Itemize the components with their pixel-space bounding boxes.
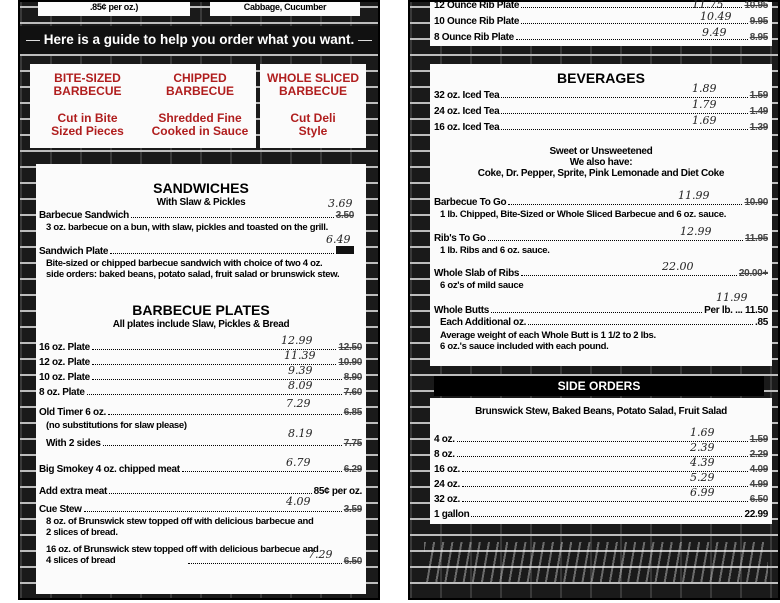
menu-item-side-16oz: 16 oz. 4.09 xyxy=(434,464,768,475)
handwritten-price: 8.09 xyxy=(288,379,313,392)
cue-stew-desc-2: 16 oz. of Brunswick stew topped off with delicious barbecue and 4 slices of bread xyxy=(46,544,319,566)
guide-box-title: CHIPPED BARBECUE xyxy=(165,71,234,98)
top-strip-right xyxy=(210,2,360,16)
handwritten-price: 7.29 xyxy=(308,548,333,561)
beverages-note-2: We also have: xyxy=(569,157,633,168)
handwritten-price: 1.89 xyxy=(692,82,717,95)
handwritten-price: 9.49 xyxy=(702,26,727,39)
item-desc: Bite-sized or chipped barbecue sandwich with choice of two 4 oz. side orders: baked beans, potato salad, fruit salad or brunswick stew. xyxy=(46,258,340,280)
handwritten-price: 4.09 xyxy=(286,495,311,508)
guide-box-desc: Shredded Fine Cooked in Sauce xyxy=(151,111,249,138)
menu-item-side-4oz: 4 oz. 1.59 xyxy=(434,434,768,445)
menu-item-cue-stew-16oz: 6.50 xyxy=(186,556,362,567)
guide-heading-text: Here is a guide to help you order what you want. xyxy=(43,32,355,47)
menu-item-side-32oz: 32 oz. 6.50 xyxy=(434,494,768,505)
price-scribble xyxy=(336,246,354,254)
item-price: 3.50 xyxy=(335,210,354,221)
menu-item-10oz-plate: 10 oz. Plate 8.90 xyxy=(39,372,362,383)
top-strip-right-text: Cabbage, Cucumber xyxy=(243,2,327,12)
guide-box-desc: Cut in Bite Sized Pieces xyxy=(51,111,124,138)
beverages-note-1: Sweet or Unsweetened xyxy=(549,146,653,157)
handwritten-price: 1.69 xyxy=(690,426,715,439)
menu-item-add-extra-meat: Add extra meat 85¢ per oz. xyxy=(39,486,362,497)
barbecue-plates-subtitle: All plates include Slaw, Pickles & Bread xyxy=(112,319,290,330)
item-name: Sandwich Plate xyxy=(39,246,109,257)
menu-item-with-2-sides: With 2 sides 7.75 xyxy=(46,438,362,449)
handwritten-price: 7.29 xyxy=(286,397,311,410)
guide-heading xyxy=(20,26,378,54)
handwritten-price: 11.99 xyxy=(716,291,748,304)
menu-item-side-8oz: 8 oz. 2.29 xyxy=(434,449,768,460)
menu-item-whole-slab: Whole Slab of Ribs 20.00+ xyxy=(434,268,768,279)
menu-item-24oz-tea: 24 oz. Iced Tea 1.49 xyxy=(434,106,768,117)
handwritten-price: 11.75 xyxy=(692,0,724,11)
beverages-card xyxy=(430,64,772,366)
item-desc: 3 oz. barbecue on a bun, with slaw, pickles and toasted on the grill. xyxy=(46,222,328,233)
decorative-scribble xyxy=(424,542,768,582)
menu-item-old-timer: Old Timer 6 oz. 6.85 xyxy=(39,407,362,418)
beverages-title: BEVERAGES xyxy=(557,70,645,86)
menu-item-barbecue-sandwich xyxy=(39,210,354,221)
menu-item-10oz-rib-plate: 10 Ounce Rib Plate 9.95 xyxy=(434,16,768,27)
guide-box-title: BITE-SIZED BARBECUE xyxy=(53,71,122,98)
guide-box-bite-sized xyxy=(30,64,145,148)
side-orders-card xyxy=(430,398,772,524)
handwritten-price: 3.69 xyxy=(328,197,353,210)
handwritten-price: 5.29 xyxy=(690,471,715,484)
handwritten-price: 12.99 xyxy=(680,225,712,238)
item-name: Barbecue Sandwich xyxy=(39,210,129,221)
menu-item-16oz-plate: 16 oz. Plate 12.50 xyxy=(39,342,362,353)
handwritten-price: 6.79 xyxy=(286,456,311,469)
side-orders-subtitle: Brunswick Stew, Baked Beans, Potato Salad, Fruit Salad xyxy=(475,406,727,417)
handwritten-price: 8.19 xyxy=(288,427,313,440)
handwritten-price: 12.99 xyxy=(281,334,313,347)
to-go-desc: 6 oz's of mild sauce xyxy=(440,280,524,291)
menu-item-side-1-gallon: 1 gallon 22.99 xyxy=(434,509,768,520)
guide-box-whole-sliced xyxy=(260,64,366,148)
menu-item-each-additional: Each Additional oz. .85 xyxy=(440,317,768,328)
menu-item-ribs-to-go: Rib's To Go 11.95 xyxy=(434,233,768,244)
menu-item-12oz-plate: 12 oz. Plate 10.90 xyxy=(39,357,362,368)
top-strip-left-text: .85¢ per oz.) xyxy=(89,2,139,12)
handwritten-price: 11.99 xyxy=(678,189,710,202)
rib-plates-card xyxy=(430,2,772,46)
cue-stew-desc: 8 oz. of Brunswick stew topped off with delicious barbecue and 2 slices of bread. xyxy=(46,516,314,538)
handwritten-price: 2.39 xyxy=(690,441,715,454)
handwritten-price: 4.39 xyxy=(690,456,715,469)
menu-item-barbecue-to-go: Barbecue To Go 10.90 xyxy=(434,197,768,208)
menu-item-big-smokey: Big Smokey 4 oz. chipped meat 6.29 xyxy=(39,464,362,475)
handwritten-price: 10.49 xyxy=(700,10,732,23)
butt-note-2: 6 oz.'s sauce included with each pound. xyxy=(440,341,609,352)
sandwiches-title: SANDWICHES xyxy=(153,180,249,196)
barbecue-plates-title: BARBECUE PLATES xyxy=(132,302,270,318)
to-go-desc: 1 lb. Chipped, Bite-Sized or Whole Sliced Barbecue and 6 oz. sauce. xyxy=(440,209,727,220)
handwritten-price: 11.39 xyxy=(284,349,316,362)
menu-item-sandwich-plate xyxy=(39,246,354,257)
menu-item-whole-butts: Whole Butts Per lb. ... 11.50 xyxy=(434,305,768,316)
menu-card-left xyxy=(36,164,366,594)
to-go-desc: 1 lb. Ribs and 6 oz. sauce. xyxy=(440,245,550,256)
beverages-note-3: Coke, Dr. Pepper, Sprite, Pink Lemonade and Diet Coke xyxy=(477,168,725,179)
handwritten-price: 1.69 xyxy=(692,114,717,127)
handwritten-price: 22.00 xyxy=(662,260,694,273)
handwritten-price: 6.49 xyxy=(326,233,351,246)
sandwiches-subtitle: With Slaw & Pickles xyxy=(156,197,246,208)
guide-box-desc: Cut Deli Style xyxy=(290,111,336,138)
menu-item-side-24oz: 24 oz. 4.99 xyxy=(434,479,768,490)
menu-item-cue-stew: Cue Stew 3.59 xyxy=(39,504,362,515)
side-orders-title: SIDE ORDERS xyxy=(434,376,764,396)
menu-item-32oz-tea: 32 oz. Iced Tea 1.59 xyxy=(434,90,768,101)
guide-box-title: WHOLE SLICED BARBECUE xyxy=(267,71,359,98)
menu-item-12oz-rib-plate: 12 Ounce Rib Plate 10.95 xyxy=(434,0,768,11)
left-menu-panel xyxy=(18,0,380,600)
guide-box-chipped xyxy=(144,64,256,148)
old-timer-note: (no substitutions for slaw please) xyxy=(46,420,187,431)
handwritten-price: 9.39 xyxy=(288,364,313,377)
handwritten-price: 6.99 xyxy=(690,486,715,499)
menu-item-8oz-plate: 8 oz. Plate 7.60 xyxy=(39,387,362,398)
right-menu-panel xyxy=(408,0,780,600)
handwritten-price: 1.79 xyxy=(692,98,717,111)
menu-item-16oz-tea: 16 oz. Iced Tea 1.39 xyxy=(434,122,768,133)
butt-note-1: Average weight of each Whole Butt is 1 1/2 to 2 lbs. xyxy=(440,330,656,341)
menu-item-8oz-rib-plate: 8 Ounce Rib Plate 8.95 xyxy=(434,32,768,43)
top-strip-left xyxy=(38,2,190,16)
